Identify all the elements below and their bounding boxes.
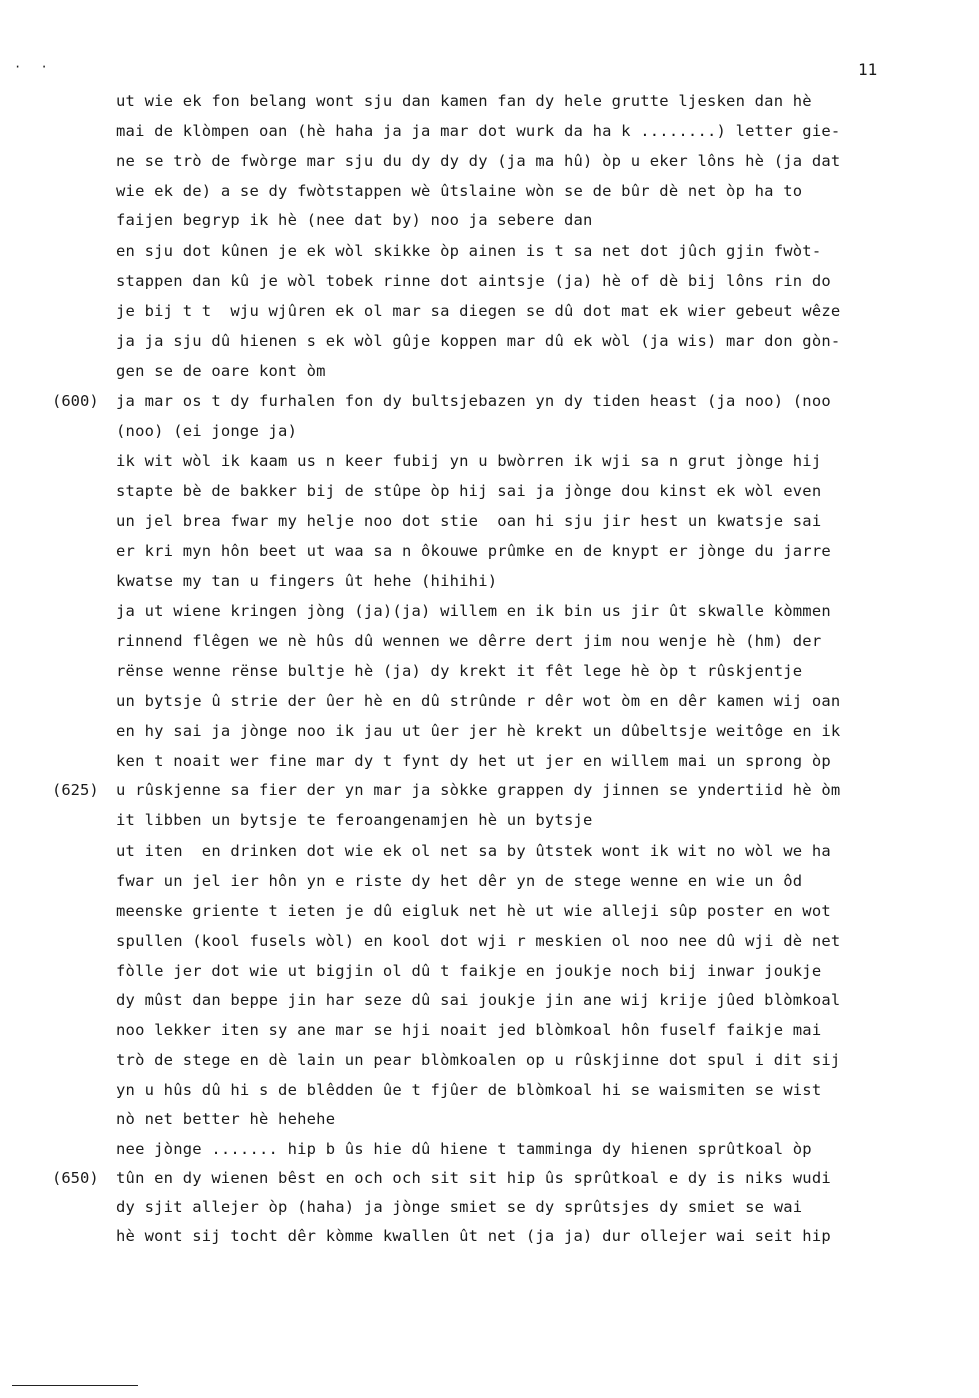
transcript-line: ne se trò de fwòrge mar sju du dy dy dy (ja ma hû) òp u eker lôns hè (ja dat [116, 152, 841, 170]
transcript-line: en hy sai ja jònge noo ik jau ut ûer jer hè krekt un dûbeltsje weitôge en ik [116, 722, 841, 740]
transcript-line: ja mar os t dy furhalen fon dy bultsjebazen yn dy tiden heast (ja noo) (noo [116, 392, 831, 410]
corner-marks: · · [14, 60, 54, 74]
transcript-line: (noo) (ei jonge ja) [116, 422, 298, 440]
transcript-line: en sju dot kûnen je ek wòl skikke òp ainen is t sa net dot jûch gjin fwòt- [116, 242, 822, 260]
transcript-line: kwatse my tan u fingers ût hehe (hihihi) [116, 572, 498, 590]
transcript-line: ken t noait wer fine mar dy t fynt dy het ut jer en willem mai un sprong òp [116, 752, 831, 770]
transcript-line: fòlle jer dot wie ut bigjin ol dû t faikje en joukje noch bij inwar joukje [116, 962, 822, 980]
transcript-line: mai de klòmpen oan (hè haha ja ja mar dot wurk da ha k ........) letter gie- [116, 122, 841, 140]
transcript-line: je bij t t wju wjûren ek ol mar sa diegen se dû dot mat ek wier gebeut wêze [116, 302, 841, 320]
transcript-line: faijen begryp ik hè (nee dat by) noo ja sebere dan [116, 211, 593, 229]
transcript-line: stapte bè de bakker bij de stûpe òp hij sai ja jònge dou kinst ek wòl even [116, 482, 822, 500]
transcript-line: noo lekker iten sy ane mar se hji noait jed blòmkoal hôn fuself faikje mai [116, 1021, 822, 1039]
transcript-line: yn u hûs dû hi s de blêdden ûe t fjûer de blòmkoal hi se waismiten se wist [116, 1081, 822, 1099]
transcript-line: u rûskjenne sa fier der yn mar ja sòkke grappen dy jinnen se yndertiid hè òm [116, 781, 841, 799]
transcript-line: nò net better hè hehehe [116, 1110, 336, 1128]
transcript-line: wie ek de) a se dy fwòtstappen wè ûtslaine wòn se de bûr dè net òp ha to [116, 182, 803, 200]
transcript-line: tûn en dy wienen bêst en och och sit sit hip ûs sprûtkoal e dy is niks wudi [116, 1169, 831, 1187]
transcript-line: ik wit wòl ik kaam us n keer fubij yn u bwòrren ik wji sa n grut jònge hij [116, 452, 822, 470]
transcript-line: ut wie ek fon belang wont sju dan kamen fan dy hele grutte ljesken dan hè [116, 92, 812, 110]
line-marker-625: (625) [52, 781, 99, 799]
transcript-line: hè wont sij tocht dêr kòmme kwallen ût net (ja ja) dur ollejer wai seit hip [116, 1227, 831, 1245]
line-marker-600: (600) [52, 392, 99, 410]
transcript-line: ja ja sju dû hienen s ek wòl gûje koppen mar dû ek wòl (ja wis) mar don gòn- [116, 332, 841, 350]
transcript-line: stappen dan kû je wòl tobek rinne dot aintsje (ja) hè of dè bij lôns rin do [116, 272, 831, 290]
transcript-line: trò de stege en dè lain un pear blòmkoalen op u rûskjinne dot spul i dit sij [116, 1051, 841, 1069]
footer-rule [12, 1385, 138, 1386]
transcript-line: un jel brea fwar my helje noo dot stie oan hi sju jir hest un kwatsje sai [116, 512, 822, 530]
transcript-line: gen se de oare kont òm [116, 362, 326, 380]
transcript-line: meenske griente t ieten je dû eigluk net hè ut wie alleji sûp poster en wot [116, 902, 831, 920]
transcript-line: rënse wenne rënse bultje hè (ja) dy krekt it fêt lege hè òp t rûskjentje [116, 662, 803, 680]
transcript-line: it libben un bytsje te feroangenamjen hè un bytsje [116, 811, 593, 829]
transcript-line: rinnend flêgen we nè hûs dû wennen we dêrre dert jim nou wenje hè (hm) der [116, 632, 822, 650]
transcript-line: dy sjit allejer òp (haha) ja jònge smiet se dy sprûtsjes dy smiet se wai [116, 1198, 803, 1216]
transcript-line: un bytsje û strie der ûer hè en dû strûnde r dêr wot òm en dêr kamen wij oan [116, 692, 841, 710]
transcript-line: spullen (kool fusels wòl) en kool dot wji r meskien ol noo nee dû wji dè net [116, 932, 841, 950]
transcript-line: dy mûst dan beppe jin har seze dû sai joukje jin ane wij krije jûed blòmkoal [116, 991, 841, 1009]
transcript-line: ut iten en drinken dot wie ek ol net sa by ûtstek wont ik wit no wòl we ha [116, 842, 831, 860]
transcript-line: er kri myn hôn beet ut waa sa n ôkouwe prûmke en de knypt er jònge du jarre [116, 542, 831, 560]
transcript-line: ja ut wiene kringen jòng (ja)(ja) willem en ik bin us jir ût skwalle kòmmen [116, 602, 831, 620]
line-marker-650: (650) [52, 1169, 99, 1187]
transcript-line: fwar un jel ier hôn yn e riste dy het dêr yn de stege wenne en wie un ôd [116, 872, 803, 890]
page-number: 11 [858, 60, 878, 79]
transcript-line: nee jònge ....... hip b ûs hie dû hiene t tamminga dy hienen sprûtkoal òp [116, 1140, 812, 1158]
